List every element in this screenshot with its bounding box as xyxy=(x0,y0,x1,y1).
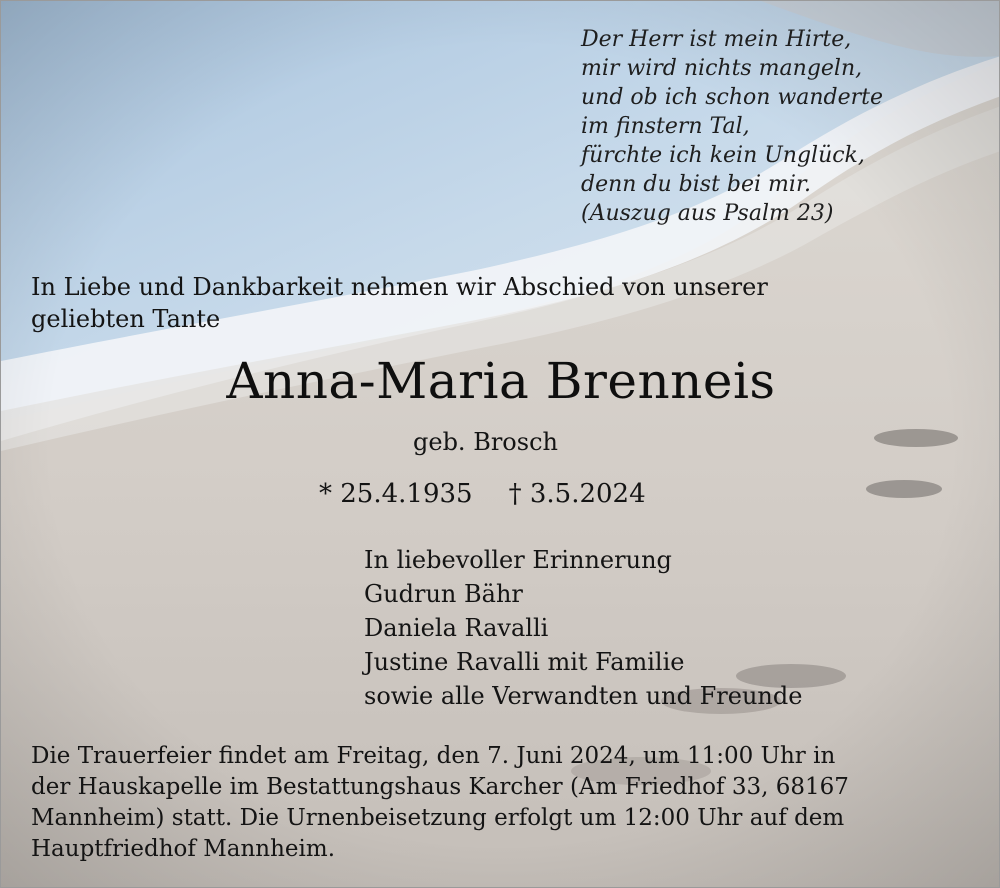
death-date: † 3.5.2024 xyxy=(508,479,646,509)
psalm-citation: (Auszug aus Psalm 23) xyxy=(581,201,834,226)
service-line: Die Trauerfeier findet am Freitag, den 7. Juni 2024, um 11:00 Uhr in xyxy=(31,743,836,769)
mourner-name: sowie alle Verwandten und Freunde xyxy=(364,682,803,710)
mourners-list xyxy=(364,543,802,713)
service-line: der Hauskapelle im Bestattungshaus Karcher (Am Friedhof 33, 68167 xyxy=(31,774,849,800)
psalm-line: und ob ich schon wanderte xyxy=(581,85,884,110)
intro-line: geliebten Tante xyxy=(31,305,221,333)
psalm-line: mir wird nichts mangeln, xyxy=(581,56,863,81)
service-line: Mannheim) statt. Die Urnenbeisetzung erfolgt um 12:00 Uhr auf dem xyxy=(31,805,845,831)
funeral-service-info xyxy=(31,741,849,865)
intro-line: In Liebe und Dankbarkeit nehmen wir Abschied von unserer xyxy=(31,273,768,301)
farewell-intro xyxy=(31,271,768,335)
psalm-line: im finstern Tal, xyxy=(581,114,750,139)
psalm-line: Der Herr ist mein Hirte, xyxy=(581,27,852,52)
psalm-line: fürchte ich kein Unglück, xyxy=(581,143,865,168)
mourner-name: Gudrun Bähr xyxy=(364,580,523,608)
mourner-name: Daniela Ravalli xyxy=(364,614,549,642)
maiden-name: geb. Brosch xyxy=(413,428,558,456)
mourner-name: Justine Ravalli mit Familie xyxy=(364,648,685,676)
mourners-heading: In liebevoller Erinnerung xyxy=(364,546,672,574)
psalm-quote xyxy=(581,25,981,228)
service-line: Hauptfriedhof Mannheim. xyxy=(31,836,336,862)
deceased-name: Anna-Maria Brenneis xyxy=(226,352,776,410)
birth-date: * 25.4.1935 xyxy=(319,479,473,509)
life-dates xyxy=(319,477,646,511)
psalm-line: denn du bist bei mir. xyxy=(581,172,812,197)
